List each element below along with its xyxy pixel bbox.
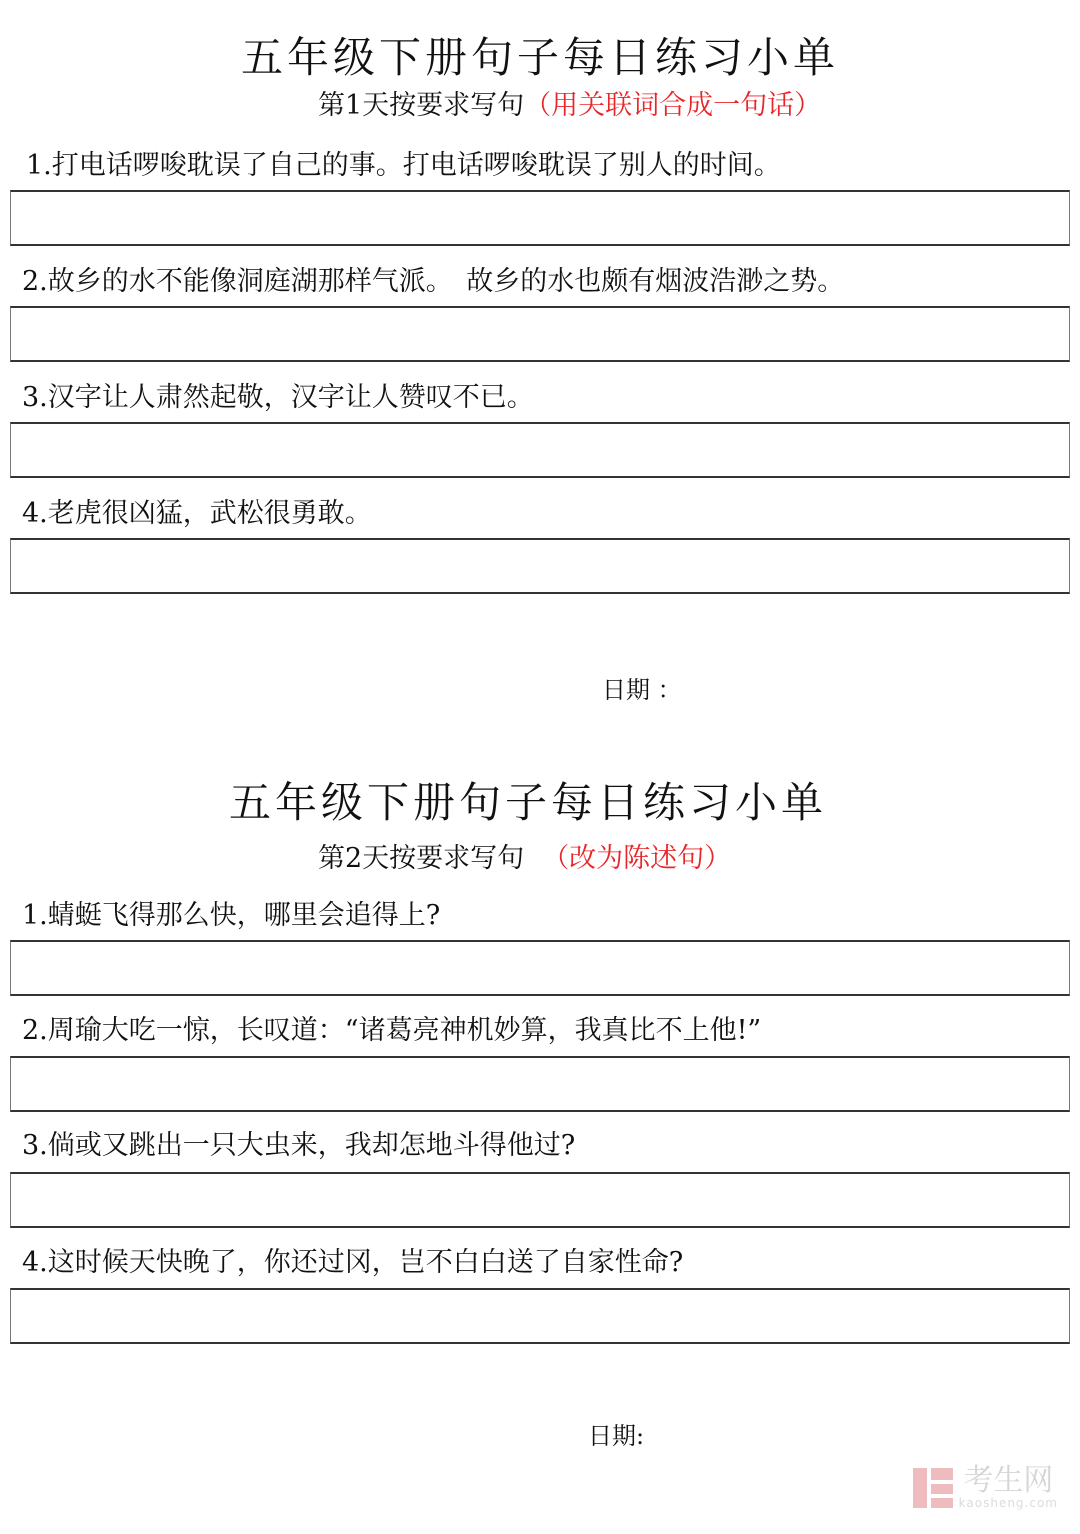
- watermark: [913, 1463, 1058, 1510]
- sheet2-day-label: 第2天按要求写句: [318, 843, 525, 874]
- sheet1-answer-box-4[interactable]: [10, 538, 1070, 594]
- sheet2-date-label: 日期:: [588, 1422, 645, 1450]
- sheet1-answer-box-2[interactable]: [10, 306, 1070, 362]
- sheet1-title: 五年级下册句子每日练习小单: [240, 33, 839, 82]
- sheet1-date-label: 日期 ：: [602, 676, 682, 704]
- watermark-url: kaosheng.com: [958, 1496, 1058, 1510]
- sheet1-question-4: 4.老虎很凶猛，武松很勇敢。: [22, 498, 372, 529]
- sheet2-answer-box-4[interactable]: [10, 1288, 1070, 1344]
- sheet1-subtitle: [318, 92, 821, 119]
- sheet1-question-2: 2.故乡的水不能像洞庭湖那样气派。 故乡的水也颇有烟波浩渺之势。: [22, 266, 845, 297]
- sheet2-question-3: 3.倘或又跳出一只大虫来，我却怎地斗得他过?: [22, 1130, 576, 1161]
- sheet1-day-label: 第1天按要求写句: [318, 90, 525, 121]
- sheet2-instruction: （改为陈述句）: [542, 843, 732, 874]
- watermark-name: 考生网: [963, 1463, 1054, 1498]
- sheet2-subtitle: [318, 845, 731, 872]
- sheet1-question-1: 1.打电话啰唆耽误了自己的事。打电话啰唆耽误了别人的时间。: [26, 150, 781, 181]
- sheet2-answer-box-3[interactable]: [10, 1172, 1070, 1228]
- sheet1-instruction: （用关联词合成一句话）: [524, 90, 822, 121]
- sheet2-answer-box-1[interactable]: [10, 940, 1070, 996]
- sheet2-question-1: 1.蜻蜓飞得那么快，哪里会追得上?: [22, 900, 441, 931]
- kaosheng-logo-icon: [913, 1468, 953, 1508]
- sheet1-question-3: 3.汉字让人肃然起敬，汉字让人赞叹不已。: [22, 382, 534, 413]
- sheet2-question-2: 2.周瑜大吃一惊，长叹道：“诸葛亮神机妙算，我真比不上他!”: [22, 1015, 762, 1046]
- sheet2-question-4: 4.这时候天快晚了，你还过冈，岂不白白送了自家性命?: [22, 1247, 684, 1278]
- sheet1-answer-box-3[interactable]: [10, 422, 1070, 478]
- sheet1-answer-box-1[interactable]: [10, 190, 1070, 246]
- sheet2-title: 五年级下册句子每日练习小单: [228, 778, 827, 827]
- sheet2-answer-box-2[interactable]: [10, 1056, 1070, 1112]
